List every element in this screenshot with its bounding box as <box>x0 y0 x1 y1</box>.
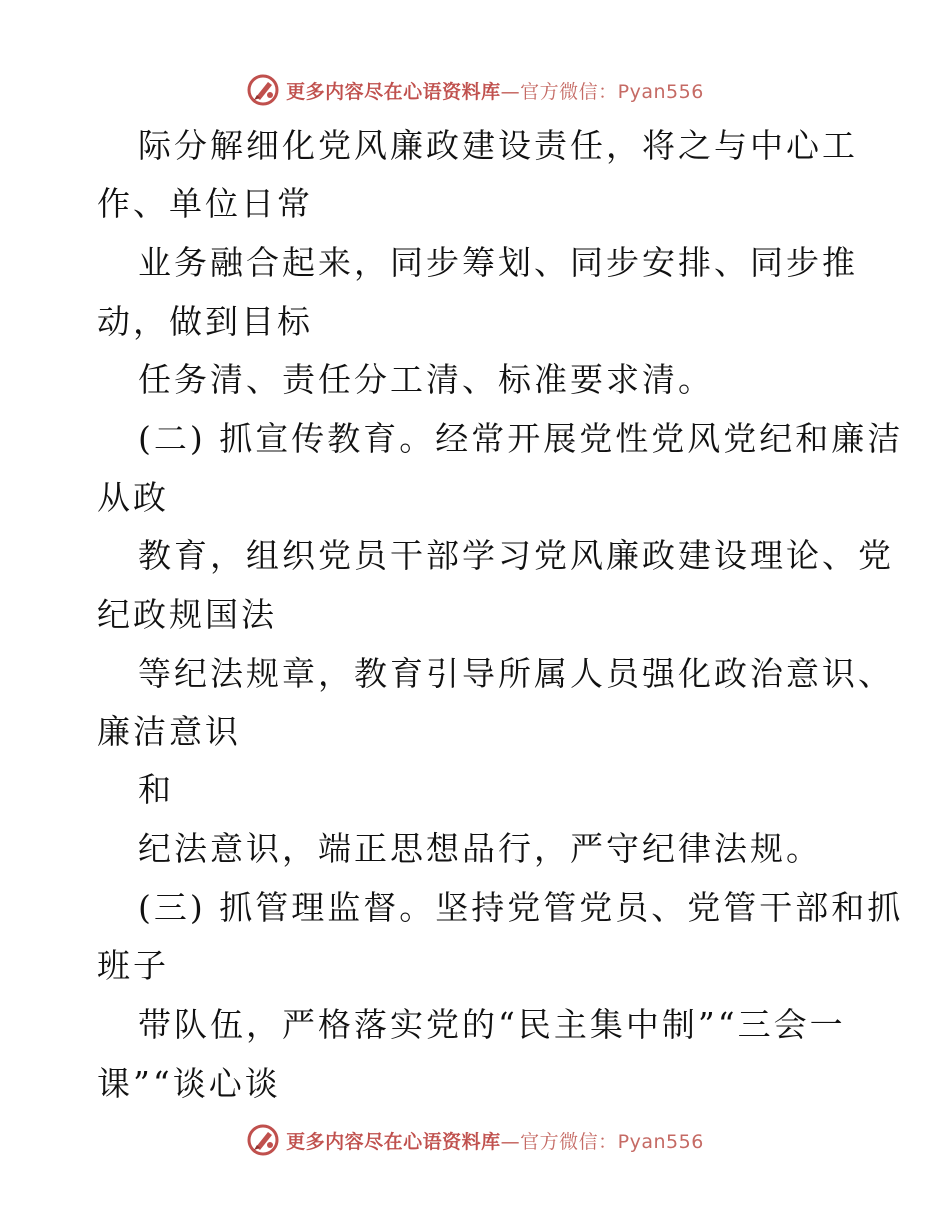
text-line: 班子 <box>97 946 169 985</box>
watermark-text <box>286 77 704 104</box>
text-line: (二) 抓宣传教育。经常开展党性党风党纪和廉洁 <box>138 419 904 458</box>
text-line: 际分解细化党风廉政建设责任，将之与中心工 <box>138 126 858 165</box>
watermark-text <box>286 1127 704 1154</box>
text-line: 任务清、责任分工清、标准要求清。 <box>138 360 714 399</box>
watermark-contact: 官方微信：Pyan556 <box>520 1130 704 1153</box>
text-line: 等纪法规章，教育引导所属人员强化政治意识、 <box>138 654 894 693</box>
text-line: 带队伍，严格落实党的“民主集中制”“三会一 <box>138 1005 846 1044</box>
watermark-contact: 官方微信：Pyan556 <box>520 80 704 103</box>
text-line: 纪政规国法 <box>97 595 277 634</box>
text-line: 业务融合起来，同步筹划、同步安排、同步推 <box>138 243 858 282</box>
text-line: 作、单位日常 <box>97 184 313 223</box>
text-line: 教育，组织党员干部学习党风廉政建设理论、党 <box>138 536 894 575</box>
watermark-separator: — <box>500 1130 521 1153</box>
text-line: 纪法意识，端正思想品行，严守纪律法规。 <box>138 829 822 868</box>
pen-seal-logo-icon <box>246 73 280 107</box>
text-line: 廉洁意识 <box>97 712 241 751</box>
watermark-brand: 更多内容尽在心语资料库 <box>286 80 501 103</box>
text-line: (三) 抓管理监督。坚持党管党员、党管干部和抓 <box>138 888 904 927</box>
footer-watermark <box>0 1120 950 1160</box>
text-line: 动，做到目标 <box>97 302 313 341</box>
pen-seal-logo-icon <box>246 1123 280 1157</box>
watermark-brand: 更多内容尽在心语资料库 <box>286 1130 501 1153</box>
header-watermark <box>0 70 950 110</box>
watermark-separator: — <box>500 80 521 103</box>
text-line: 课”“谈心谈 <box>97 1064 281 1103</box>
text-line: 和 <box>138 770 174 809</box>
text-line: 从政 <box>97 478 169 517</box>
